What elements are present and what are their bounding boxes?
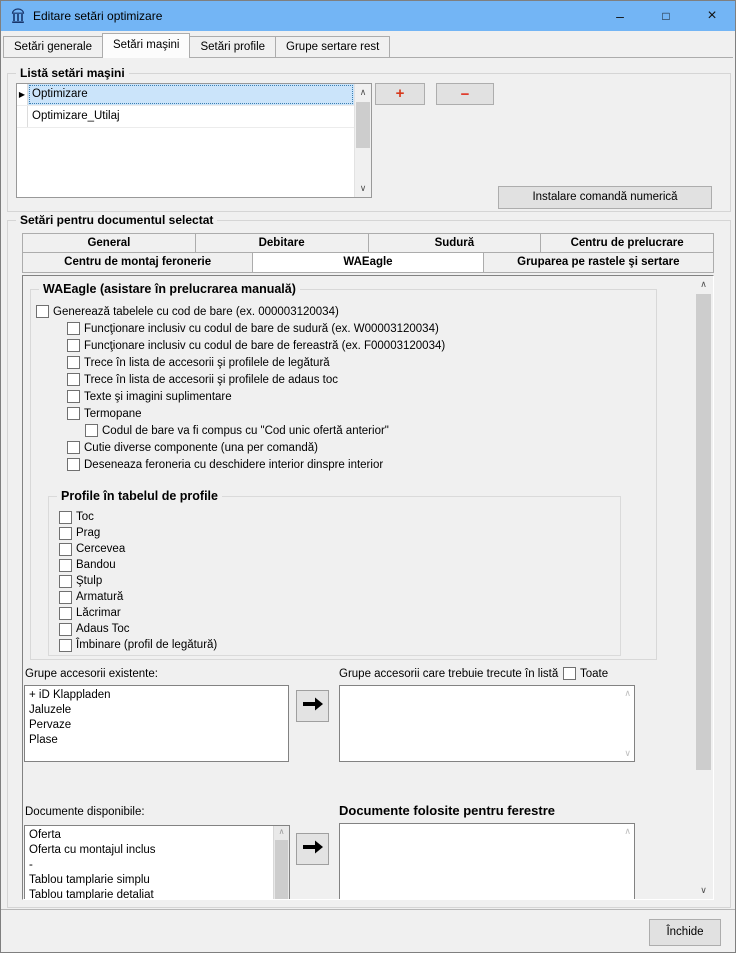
checkbox-label: Trece în lista de accesorii şi profilele de adaus toc	[84, 373, 338, 386]
checkbox-row	[67, 439, 656, 456]
scroll-up-icon[interactable]: ∧	[359, 87, 367, 97]
checkbox-row	[67, 337, 656, 354]
minimize-icon[interactable]: –	[616, 8, 624, 24]
checkbox-label: Bandou	[76, 559, 116, 571]
all-accessories-checkbox[interactable]	[563, 667, 576, 680]
checkbox[interactable]	[67, 458, 80, 471]
list-item[interactable]: + iD Klappladen	[29, 689, 111, 701]
add-machine-button[interactable]: +	[375, 83, 425, 105]
list-item[interactable]: Jaluzele	[29, 704, 72, 716]
checkbox-row	[59, 605, 620, 621]
checkbox-label: Armatură	[76, 591, 124, 603]
checkbox-label: Texte şi imagini suplimentare	[84, 390, 232, 403]
accessories-selected-list[interactable]	[339, 685, 635, 762]
scroll-up-icon[interactable]: ∧	[624, 688, 631, 698]
doc-settings-tab[interactable]: WAEagle	[252, 252, 483, 273]
documents-transfer-button[interactable]	[296, 833, 329, 865]
checkbox-label: Ştulp	[76, 575, 103, 587]
machine-list-row[interactable]	[17, 84, 354, 106]
documents-available-items	[25, 826, 273, 899]
all-accessories-checkbox-label: Toate	[580, 667, 609, 680]
checkbox[interactable]	[36, 305, 49, 318]
doc-settings-tab[interactable]: General	[22, 233, 196, 253]
checkbox-row	[59, 525, 620, 541]
close-dialog-button[interactable]: Închide	[649, 919, 721, 946]
profiles-group-title: Profile în tabelul de profile	[57, 489, 222, 503]
accessories-selected-label: Grupe accesorii care trebuie trecute în listă	[339, 668, 559, 680]
checkbox-row	[59, 589, 620, 605]
checkbox-label: Funcţionare inclusiv cu codul de bare de sudură (ex. W00003120034)	[84, 322, 439, 335]
checkbox-row	[67, 388, 656, 405]
row-marker	[17, 106, 28, 127]
machine-list-row[interactable]	[17, 106, 354, 128]
checkbox[interactable]	[67, 356, 80, 369]
doc-settings-tab[interactable]: Centru de prelucrare	[540, 233, 714, 253]
accessories-available-label: Grupe accesorii existente:	[25, 668, 158, 680]
checkbox[interactable]	[59, 607, 72, 620]
checkbox[interactable]	[59, 543, 72, 556]
waeagle-group-title: WAEagle (asistare în prelucrarea manuală)	[39, 282, 300, 296]
maximize-icon[interactable]: □	[662, 9, 670, 23]
checkbox[interactable]	[59, 591, 72, 604]
machine-name: Optimizare	[28, 84, 354, 105]
checkbox[interactable]	[67, 339, 80, 352]
main-tab[interactable]: Setări generale	[3, 36, 103, 57]
checkbox-label: Generează tabelele cu cod de bare (ex. 000003120034)	[53, 305, 339, 318]
window-title: Editare setări optimizare	[33, 9, 163, 23]
tab-row-2	[22, 252, 714, 273]
checkbox[interactable]	[67, 373, 80, 386]
accessories-available-items	[25, 686, 288, 748]
checkbox[interactable]	[59, 575, 72, 588]
scrollbar-thumb[interactable]	[275, 840, 288, 899]
checkbox-row	[67, 456, 656, 473]
documents-available-label: Documente disponibile:	[25, 806, 145, 818]
app-temple-icon	[10, 8, 26, 24]
doc-settings-tab[interactable]: Sudură	[368, 233, 542, 253]
checkbox[interactable]	[59, 559, 72, 572]
list-item[interactable]: Oferta cu montajul inclus	[29, 844, 156, 856]
scroll-up-icon[interactable]: ∧	[624, 826, 631, 836]
doc-settings-tab[interactable]: Centru de montaj feronerie	[22, 252, 253, 273]
machine-list-grid	[16, 83, 372, 198]
list-item[interactable]: Tablou tamplarie simplu	[29, 874, 150, 886]
waeagle-tab-panel	[22, 275, 714, 900]
checkbox-row	[36, 303, 656, 320]
document-settings-tabs	[22, 233, 714, 273]
checkbox-row	[67, 354, 656, 371]
checkbox[interactable]	[59, 511, 72, 524]
list-item[interactable]: Oferta	[29, 829, 61, 841]
checkbox-row	[59, 557, 620, 573]
list-item[interactable]: Plase	[29, 734, 58, 746]
accessories-transfer-button[interactable]	[296, 690, 329, 722]
documents-used-list[interactable]	[339, 823, 635, 899]
checkbox-label: Codul de bare va fi compus cu "Cod unic ofertă anterior"	[102, 424, 389, 437]
tab-row-1	[22, 233, 714, 253]
checkbox-row	[85, 422, 656, 439]
checkbox[interactable]	[67, 390, 80, 403]
main-tab[interactable]: Grupe sertare rest	[275, 36, 390, 57]
doc-settings-tab[interactable]: Gruparea pe rastele şi sertare	[483, 252, 714, 273]
checkbox-label: Prag	[76, 527, 101, 539]
profiles-group	[48, 489, 621, 656]
remove-machine-button[interactable]: −	[436, 83, 494, 105]
document-settings-group-title: Setări pentru documentul selectat	[16, 213, 217, 227]
checkbox[interactable]	[59, 623, 72, 636]
machine-name: Optimizare_Utilaj	[32, 110, 120, 122]
checkbox-row	[59, 621, 620, 637]
panel-scrollbar[interactable]	[695, 276, 712, 899]
list-item[interactable]: Pervaze	[29, 719, 72, 731]
checkbox-row	[67, 371, 656, 388]
checkbox-label: Trece în lista de accesorii şi profilele de legătură	[84, 356, 330, 369]
waeagle-group	[30, 282, 657, 660]
checkbox[interactable]	[67, 441, 80, 454]
checkbox-label: Deseneaza feroneria cu deschidere interior dinspre interior	[84, 458, 384, 471]
checkbox[interactable]	[59, 639, 72, 652]
documents-used-heading: Documente folosite pentru ferestre	[339, 803, 555, 818]
waeagle-checkbox-list	[31, 290, 656, 473]
checkbox-label: Termopane	[84, 407, 142, 420]
documents-list-scrollbar[interactable]	[273, 826, 289, 899]
document-settings-group	[7, 213, 731, 908]
checkbox-row	[59, 573, 620, 589]
close-icon[interactable]: ×	[707, 7, 717, 24]
checkbox[interactable]	[59, 527, 72, 540]
checkbox-row	[59, 509, 620, 525]
scroll-up-icon[interactable]: ∧	[700, 279, 707, 289]
main-tab[interactable]: Setări maşini	[102, 33, 190, 58]
checkbox-row	[67, 320, 656, 337]
scrollbar-thumb[interactable]	[356, 102, 370, 148]
checkbox-label: Cercevea	[76, 543, 126, 555]
main-tab[interactable]: Setări profile	[189, 36, 276, 57]
profiles-checkbox-list	[49, 497, 620, 653]
checkbox-label: Funcţionare inclusiv cu codul de bare de fereastră (ex. F00003120034)	[84, 339, 446, 352]
scrollbar-thumb[interactable]	[696, 294, 711, 770]
scroll-down-icon[interactable]: ∨	[700, 885, 707, 895]
titlebar	[1, 1, 735, 31]
row-marker: ▶	[17, 84, 28, 105]
checkbox-label: Îmbinare (profil de legătură)	[76, 639, 218, 651]
install-nc-button[interactable]: Instalare comandă numerică	[498, 186, 712, 209]
checkbox[interactable]	[67, 322, 80, 335]
checkbox-label: Cutie diverse componente (una per comandă)	[84, 441, 318, 454]
machine-list-group	[7, 66, 731, 212]
scroll-down-icon[interactable]: ∨	[624, 748, 631, 758]
checkbox-row	[59, 541, 620, 557]
window-controls	[597, 1, 735, 31]
list-item[interactable]: Tablou tamplarie detaliat	[29, 889, 154, 899]
all-accessories-checkbox-row	[563, 667, 608, 680]
list-item[interactable]: -	[29, 859, 33, 871]
checkbox[interactable]	[85, 424, 98, 437]
checkbox-label: Toc	[76, 511, 94, 523]
right-arrow-icon	[301, 839, 325, 860]
footer	[1, 909, 735, 953]
checkbox-row	[59, 637, 620, 653]
right-arrow-icon	[301, 696, 325, 717]
scroll-down-icon[interactable]: ∨	[359, 183, 367, 193]
machine-list-group-title: Listă setări maşini	[16, 66, 129, 80]
machine-grid-body	[17, 84, 354, 197]
checkbox[interactable]	[67, 407, 80, 420]
main-tab-strip	[3, 33, 733, 58]
doc-settings-tab[interactable]: Debitare	[195, 233, 369, 253]
scroll-up-icon[interactable]: ∧	[278, 827, 285, 836]
checkbox-label: Adaus Toc	[76, 623, 130, 635]
documents-available-list[interactable]	[24, 825, 290, 899]
accessories-available-list[interactable]	[24, 685, 289, 762]
checkbox-label: Lăcrimar	[76, 607, 121, 619]
machine-grid-scrollbar[interactable]	[354, 84, 371, 197]
checkbox-row	[67, 405, 656, 422]
